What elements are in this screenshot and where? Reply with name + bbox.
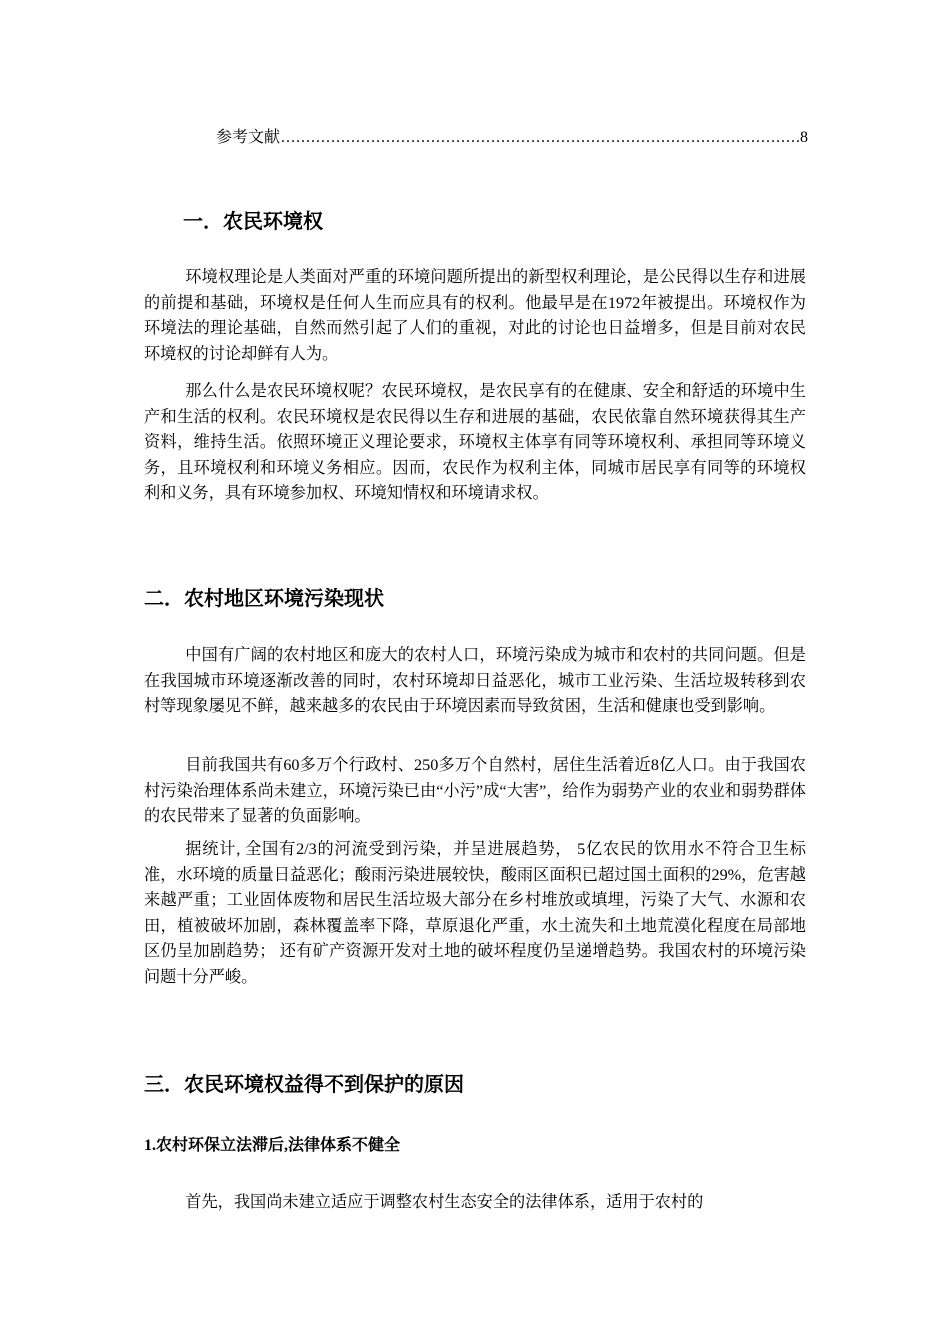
section-3-heading: 三．农民环境权益得不到保护的原因 [144, 1072, 464, 1096]
toc-entry-label: 参考文献 [216, 129, 281, 146]
section-2-paragraph-3: 据统计, 全国有2/3的河流受到污染，并呈进展趋势， 5亿农民的饮用水不符合卫生标准，水环境的质量日益恶化；酸雨污染进展较快，酸雨区面积已超过国土面积的29%，危害越来越严重；工业固体废物和居民生活垃圾大部分在乡村堆放或填埋，污染了大气、水源和农田，植被破坏加剧，森林覆盖率下降，草原退化严重，水土流失和土地荒漠化程度在局部地区仍呈加剧趋势； 还有矿产资源开发对土地的破坏程度仍呈递增趋势。我国农村的环境污染问题十分严峻。 [144, 840, 806, 986]
toc-entry-page-number: 8 [800, 129, 808, 146]
section-2-paragraph-1: 中国有广阔的农村地区和庞大的农村人口，环境污染成为城市和农村的共同问题。但是在我国城市环境逐渐改善的同时，农村环境却日益恶化，城市工业污染、生活垃圾转移到农村等现象屡见不鲜，越来越多的农民由于环境因素而导致贫困，生活和健康也受到影响。 [144, 646, 806, 715]
toc-entry-references[interactable] [216, 124, 808, 148]
section-1-paragraph-1: 环境权理论是人类面对严重的环境问题所提出的新型权利理论，是公民得以生存和进展的前提和基础，环境权是任何人生而应具有的权利。他最早是在1972年被提出。环境权作为环境法的理论基础，自然而然引起了人们的重视，对此的讨论也日益增多，但是目前对农民环境权的讨论却鲜有人为。 [144, 268, 806, 363]
section-1-heading: 一．农民环境权 [183, 209, 323, 233]
section-2-paragraph-2: 目前我国共有60多万个行政村、250多万个自然村，居住生活着近8亿人口。由于我国农村污染治理体系尚未建立，环境污染已由“小污”成“大害”，给作为弱势产业的农业和弱势群体的农民带来了显著的负面影响。 [144, 756, 806, 825]
section-1-paragraph-2: 那么什么是农民环境权呢？农民环境权，是农民享有的在健康、安全和舒适的环境中生产和生活的权利。农民环境权是农民得以生存和进展的基础，农民依靠自然环境获得其生产资料，维持生活。依照环境正义理论要求，环境权主体享有同等环境权利、承担同等环境义务，且环境权利和环境义务相应。因而，农民作为权利主体，同城市居民享有同等的环境权利和义务，具有环境参加权、环境知情权和环境请求权。 [144, 382, 806, 502]
section-3-paragraph-1: 首先，我国尚未建立适应于调整农村生态安全的法律体系，适用于农村的 [185, 1193, 704, 1211]
section-2-heading: 二．农村地区环境污染现状 [144, 586, 384, 610]
toc-leader-dots [281, 129, 799, 147]
section-3-subheading-1: 1.农村环保立法滞后,法律体系不健全 [144, 1137, 401, 1154]
